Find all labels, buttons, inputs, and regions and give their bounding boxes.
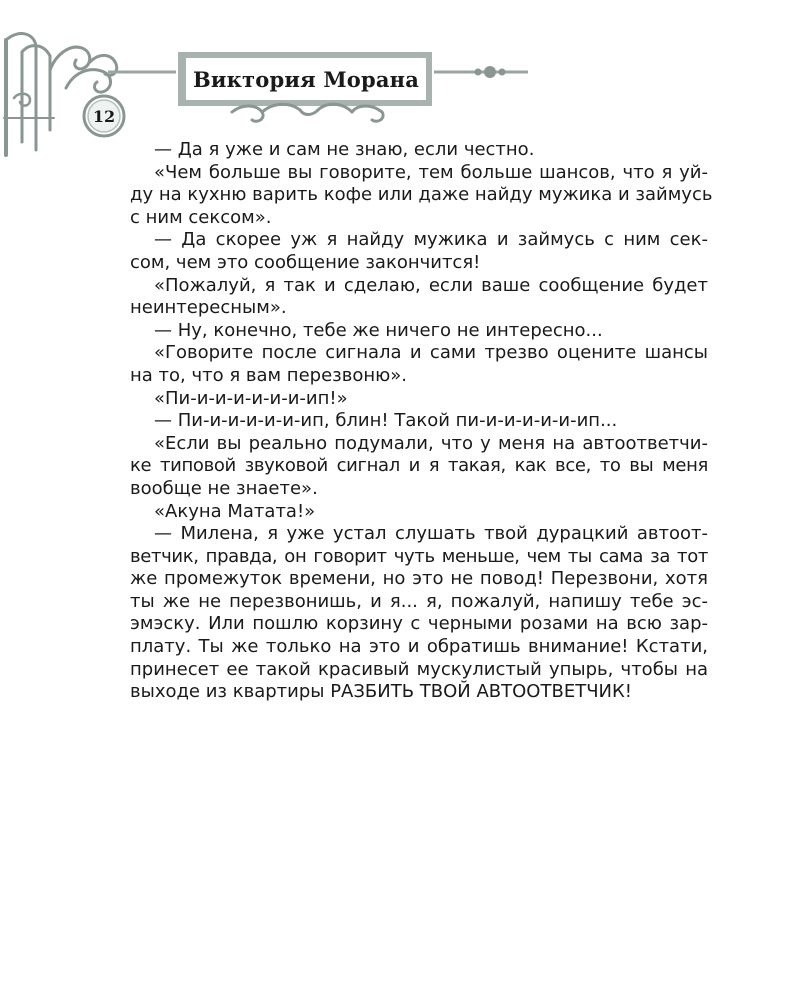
text-line: — Да скорее уж я найду мужика и займусь с ним сек- <box>154 229 708 251</box>
page-number: 12 <box>92 106 116 126</box>
text-line: — Пи-и-и-и-и-и-ип, блин! Такой пи-и-и-и-и-и-ип... <box>154 410 618 432</box>
text-line: — Да я уже и сам не знаю, если честно. <box>154 139 535 160</box>
text-line: сом, чем это сообщение закончится! <box>130 251 481 273</box>
text-line: ке типовой звуковой сигнал и я такая, как все, то вы меня <box>130 455 708 477</box>
text-line: «Пи-и-и-и-и-и-и-ип!» <box>154 387 348 409</box>
text-line: ты же не перезвонишь, и я... я, пожалуй, напишу тебе эс- <box>130 590 708 612</box>
text-line: — Милена, я уже устал слушать твой дурацкий автоот- <box>154 523 708 545</box>
text-line: ветчик, правда, он говорит чуть меньше, чем ты сама за тот <box>130 545 708 567</box>
running-header-author: Виктория Морана <box>192 66 420 92</box>
body-text <box>130 139 713 704</box>
text-line: с ним сексом». <box>130 206 272 228</box>
text-line: плату. Ты же только на это и обратишь внимание! Кстати, <box>130 636 708 658</box>
text-line: на то, что я вам перезвоню». <box>130 364 407 386</box>
text-line: «Пожалуй, я так и сделаю, если ваше сообщение будет <box>154 274 708 296</box>
text-line: вообще не знаете». <box>130 477 318 499</box>
text-line: ду на кухню варить кофе или даже найду мужика и займусь <box>130 184 713 206</box>
text-line: «Чем больше вы говорите, тем больше шансов, что я уй- <box>154 161 708 183</box>
text-line: неинтересным». <box>130 297 287 319</box>
text-line: «Акуна Матата!» <box>154 500 316 522</box>
text-line: «Если вы реально подумали, что у меня на автоответчи- <box>154 432 708 454</box>
text-line: — Ну, конечно, тебе же ничего не интересно... <box>154 319 603 341</box>
text-line: «Говорите после сигнала и сами трезво оцените шансы <box>154 342 708 364</box>
text-line: выходе из квартиры РАЗБИТЬ ТВОЙ АВТООТВЕТЧИК! <box>130 681 632 703</box>
text-line: же промежуток времени, но это не повод! Перезвони, хотя <box>130 568 708 590</box>
text-line: эмэску. Или пошлю корзину с черными розами на всю зар- <box>130 613 708 635</box>
text-line: принесет ее такой красивый мускулистый упырь, чтобы на <box>130 658 708 680</box>
